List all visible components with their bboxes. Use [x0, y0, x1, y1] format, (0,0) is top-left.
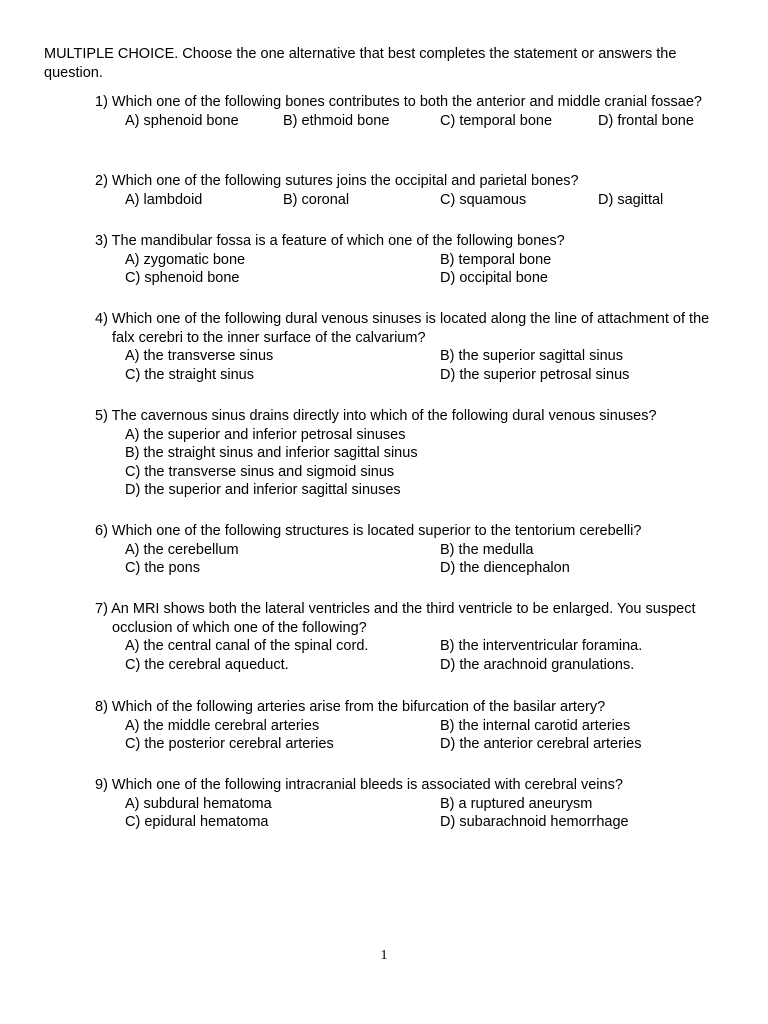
option-d: D) subarachnoid hemorrhage	[440, 814, 629, 831]
option-a: A) sphenoid bone	[125, 112, 239, 129]
option-a: A) zygomatic bone	[125, 251, 246, 268]
options-grid	[95, 637, 725, 674]
option-a: A) the central canal of the spinal cord.	[125, 638, 369, 655]
option-c: C) squamous	[440, 191, 527, 208]
option-d: D) frontal bone	[598, 112, 694, 129]
question-stem: 7) An MRI shows both the lateral ventricles and the third ventricle to be enlarged. You suspect occlusion of which one of the following?	[95, 601, 696, 636]
option-d: D) the diencephalon	[440, 560, 570, 577]
option-b: B) ethmoid bone	[283, 112, 390, 129]
option-a: A) subdural hematoma	[125, 795, 272, 812]
question-stem: 4) Which one of the following dural venous sinuses is located along the line of attachment of the falx cerebri to the inner surface of the calvarium?	[95, 311, 710, 346]
option-b: B) the medulla	[440, 541, 534, 558]
option-c: C) the posterior cerebral arteries	[125, 736, 334, 753]
option-d: D) the anterior cerebral arteries	[440, 736, 642, 753]
option-b: B) the straight sinus and inferior sagittal sinus	[125, 445, 418, 462]
option-b: B) a ruptured aneurysm	[440, 795, 593, 812]
question-3	[95, 232, 725, 288]
question-stem: 3) The mandibular fossa is a feature of which one of the following bones?	[95, 233, 565, 249]
options-row	[95, 112, 725, 131]
question-stem: 9) Which one of the following intracranial bleeds is associated with cerebral veins?	[95, 777, 623, 793]
question-7	[95, 600, 725, 674]
option-d: D) sagittal	[598, 191, 664, 208]
option-b: B) the internal carotid arteries	[440, 717, 631, 734]
question-4	[95, 310, 725, 384]
page-number: 1	[380, 948, 388, 963]
option-d: D) the arachnoid granulations.	[440, 656, 635, 673]
option-a: A) the superior and inferior petrosal sinuses	[125, 426, 406, 443]
options-grid	[95, 795, 725, 832]
option-a: A) the transverse sinus	[125, 348, 274, 365]
option-c: C) the cerebral aqueduct.	[125, 656, 289, 673]
question-stem: 2) Which one of the following sutures joins the occipital and parietal bones?	[95, 173, 579, 189]
option-c: C) the transverse sinus and sigmoid sinus	[125, 463, 395, 480]
question-6	[95, 522, 725, 578]
option-c: C) temporal bone	[440, 112, 553, 129]
options-grid	[95, 347, 725, 384]
option-d: D) the superior petrosal sinus	[440, 366, 630, 383]
option-b: B) coronal	[283, 191, 350, 208]
option-c: C) the pons	[125, 560, 200, 577]
question-9	[95, 776, 725, 832]
option-d: D) the superior and inferior sagittal sinuses	[125, 482, 401, 499]
options-grid	[95, 541, 725, 578]
option-c: C) epidural hematoma	[125, 814, 269, 831]
options-row	[95, 191, 725, 210]
question-2	[95, 172, 725, 209]
question-stem: 1) Which one of the following bones contributes to both the anterior and middle cranial fossae?	[95, 94, 702, 110]
options-list	[95, 426, 725, 500]
options-grid	[95, 717, 725, 754]
question-8	[95, 698, 725, 754]
question-stem: 8) Which of the following arteries arise from the bifurcation of the basilar artery?	[95, 699, 606, 715]
instructions: MULTIPLE CHOICE. Choose the one alternative that best completes the statement or answers the question.	[44, 46, 677, 81]
option-a: A) the middle cerebral arteries	[125, 717, 320, 734]
option-d: D) occipital bone	[440, 270, 548, 287]
option-c: C) the straight sinus	[125, 366, 254, 383]
option-b: B) temporal bone	[440, 251, 552, 268]
question-stem: 6) Which one of the following structures is located superior to the tentorium cerebelli?	[95, 523, 642, 539]
option-b: B) the superior sagittal sinus	[440, 348, 623, 365]
option-a: A) the cerebellum	[125, 541, 239, 558]
option-a: A) lambdoid	[125, 191, 203, 208]
question-1	[95, 93, 725, 130]
question-5	[95, 407, 725, 500]
options-grid	[95, 251, 725, 288]
option-b: B) the interventricular foramina.	[440, 638, 643, 655]
question-stem: 5) The cavernous sinus drains directly into which of the following dural venous sinuses?	[95, 408, 657, 424]
option-c: C) sphenoid bone	[125, 270, 240, 287]
